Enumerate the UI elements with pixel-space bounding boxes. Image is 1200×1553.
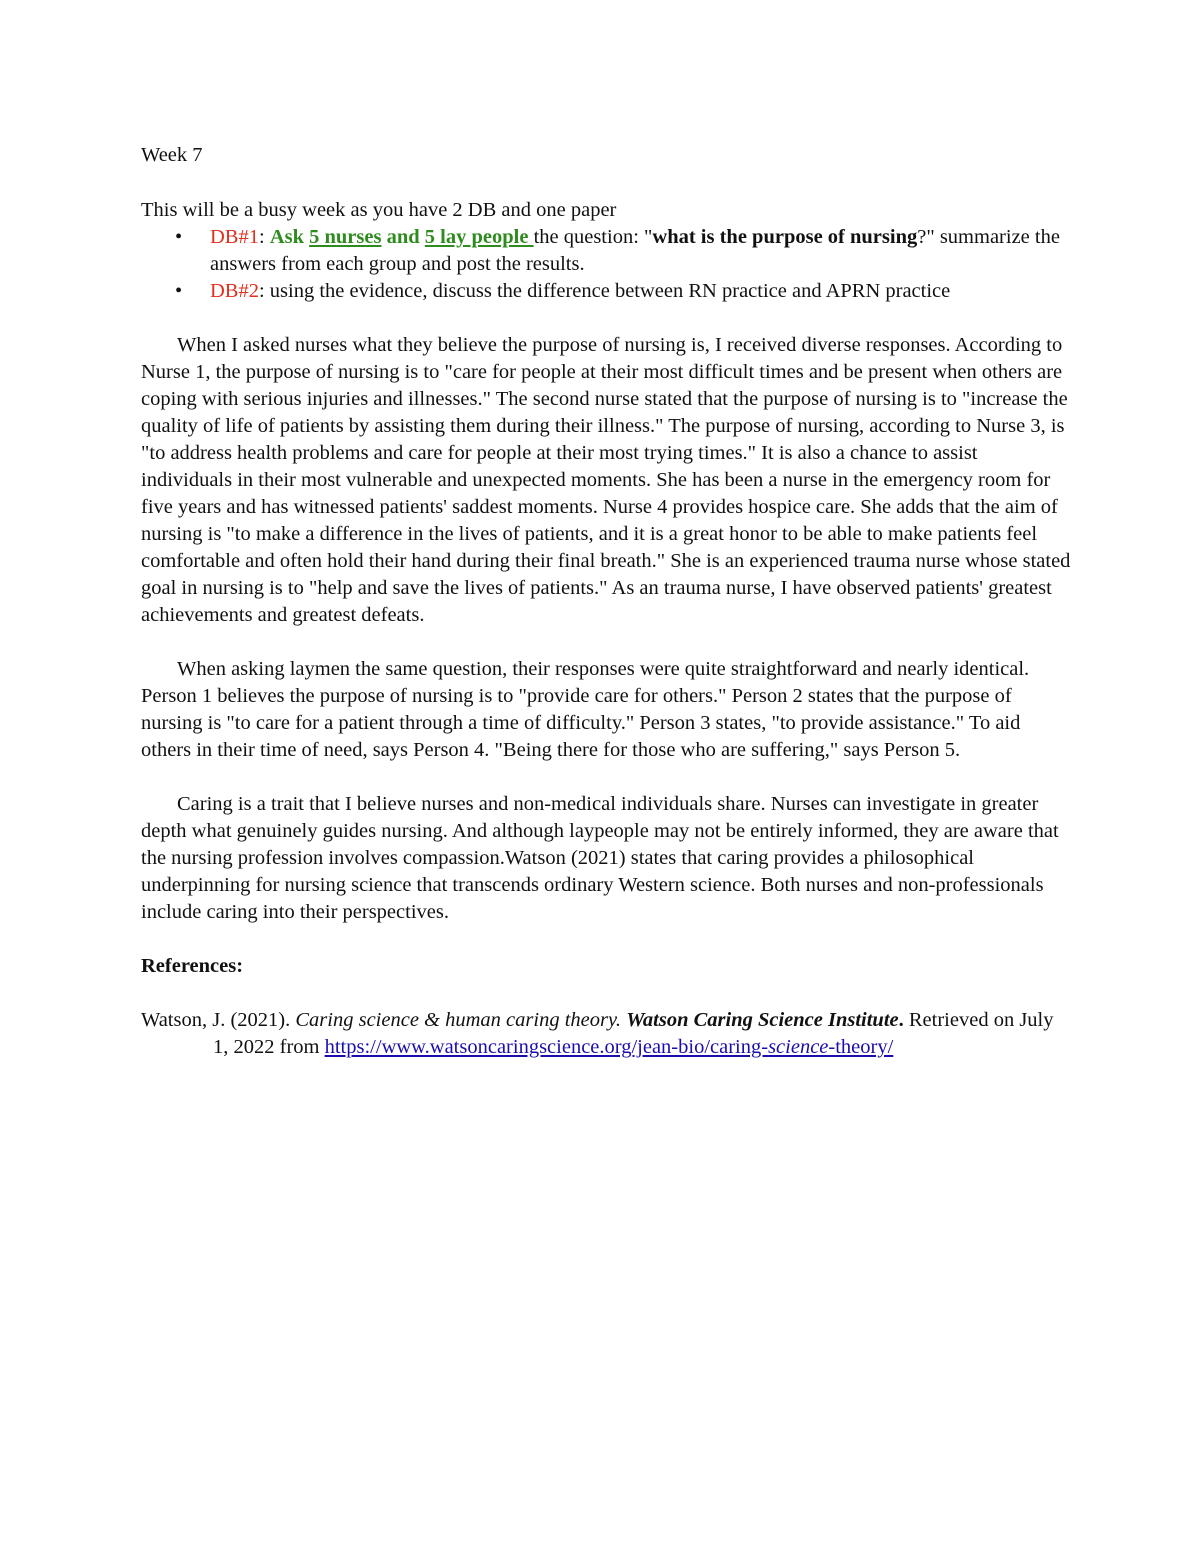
db1-label: DB#1 bbox=[210, 226, 259, 248]
db1-separator: : bbox=[258, 226, 270, 248]
spacer bbox=[141, 980, 1071, 1007]
db1-lay-people: 5 lay people bbox=[424, 226, 534, 248]
references-heading: References: bbox=[141, 955, 244, 977]
reference-publisher-end: . bbox=[898, 1009, 904, 1031]
task-item-db2 bbox=[141, 278, 1071, 305]
spacer bbox=[141, 305, 1071, 332]
spacer bbox=[141, 764, 1071, 791]
reference-url-part-2: science bbox=[768, 1036, 829, 1058]
paragraph-conclusion: Caring is a trait that I believe nurses and non-medical individuals share. Nurses can investigate in greater depth what genuinely guides nursing. And although laypeople may not be entirely informed, they are aware that the nursing profession involves compassion.Watson (2021) states that caring provides a philosophical underpinning for nursing science that transcends ordinary Western science. Both nurses and non-professionals include caring into their perspectives. bbox=[141, 793, 1059, 923]
week-title: Week 7 bbox=[141, 144, 203, 166]
db1-text-2: ?" summarize the answers from each group and post the results. bbox=[210, 226, 1060, 275]
reference-url-part-1: https://www.watsoncaringscience.org/jean-bio/caring- bbox=[324, 1036, 769, 1058]
db1-question: what is the purpose of nursing bbox=[652, 226, 918, 248]
reference-publisher: Watson Caring Science Institute bbox=[626, 1009, 899, 1031]
task-list bbox=[141, 224, 1071, 305]
reference-retrieved: Retrieved on July 1, 2022 from bbox=[213, 1009, 1054, 1058]
spacer bbox=[141, 629, 1071, 656]
reference-entry bbox=[141, 1007, 1071, 1061]
spacer bbox=[141, 926, 1071, 953]
reference-url-link[interactable] bbox=[325, 1036, 894, 1058]
paragraph-nurses: When I asked nurses what they believe the purpose of nursing is, I received diverse responses. According to Nurse 1, the purpose of nursing is to "care for people at their most difficult times and be present when others are coping with serious injuries and illnesses." The second nurse stated that the purpose of nursing is to "increase the quality of life of patients by assisting them during their illness." The purpose of nursing, according to Nurse 3, is "to address health problems and care for people at their most trying times." It is also a chance to assist individuals in their most vulnerable and unexpected moments. She has been a nurse in the emergency room for five years and has witnessed patients' saddest moments. Nurse 4 provides hospice care. She adds that the aim of nursing is "to make a difference in the lives of patients, and it is a great honor to be able to make patients feel comfortable and often hold their hand during their final breath." She is an experienced trauma nurse whose stated goal in nursing is to "help and save the lives of patients." As an trauma nurse, I have observed patients' greatest achievements and greatest defeats. bbox=[141, 334, 1071, 626]
document-page bbox=[141, 142, 1071, 1061]
intro-line: This will be a busy week as you have 2 DB and one paper bbox=[141, 199, 617, 221]
db2-text: : using the evidence, discuss the difference between RN practice and APRN practice bbox=[258, 280, 951, 302]
reference-title: Caring science & human caring theory. bbox=[295, 1009, 627, 1031]
db1-ask: Ask bbox=[269, 226, 310, 248]
bullet-icon: • bbox=[175, 280, 183, 302]
reference-url-part-3: -theory/ bbox=[828, 1036, 894, 1058]
reference-author: Watson, J. (2021). bbox=[141, 1009, 296, 1031]
paragraph-laymen: When asking laymen the same question, their responses were quite straightforward and nearly identical. Person 1 believes the purpose of nursing is to "provide care for others." Person 2 states that the purpose of nursing is "to care for a patient through a time of difficulty." Person 3 states, "to provide assistance." To aid others in their time of need, says Person 4. "Being there for those who are suffering," says Person 5. bbox=[141, 658, 1030, 761]
bullet-icon: • bbox=[175, 226, 183, 248]
db1-text-1: the question: " bbox=[533, 226, 653, 248]
db1-nurses: 5 nurses bbox=[309, 226, 382, 248]
task-item-db1 bbox=[141, 224, 1071, 278]
db2-label: DB#2 bbox=[210, 280, 259, 302]
db1-and: and bbox=[381, 226, 425, 248]
